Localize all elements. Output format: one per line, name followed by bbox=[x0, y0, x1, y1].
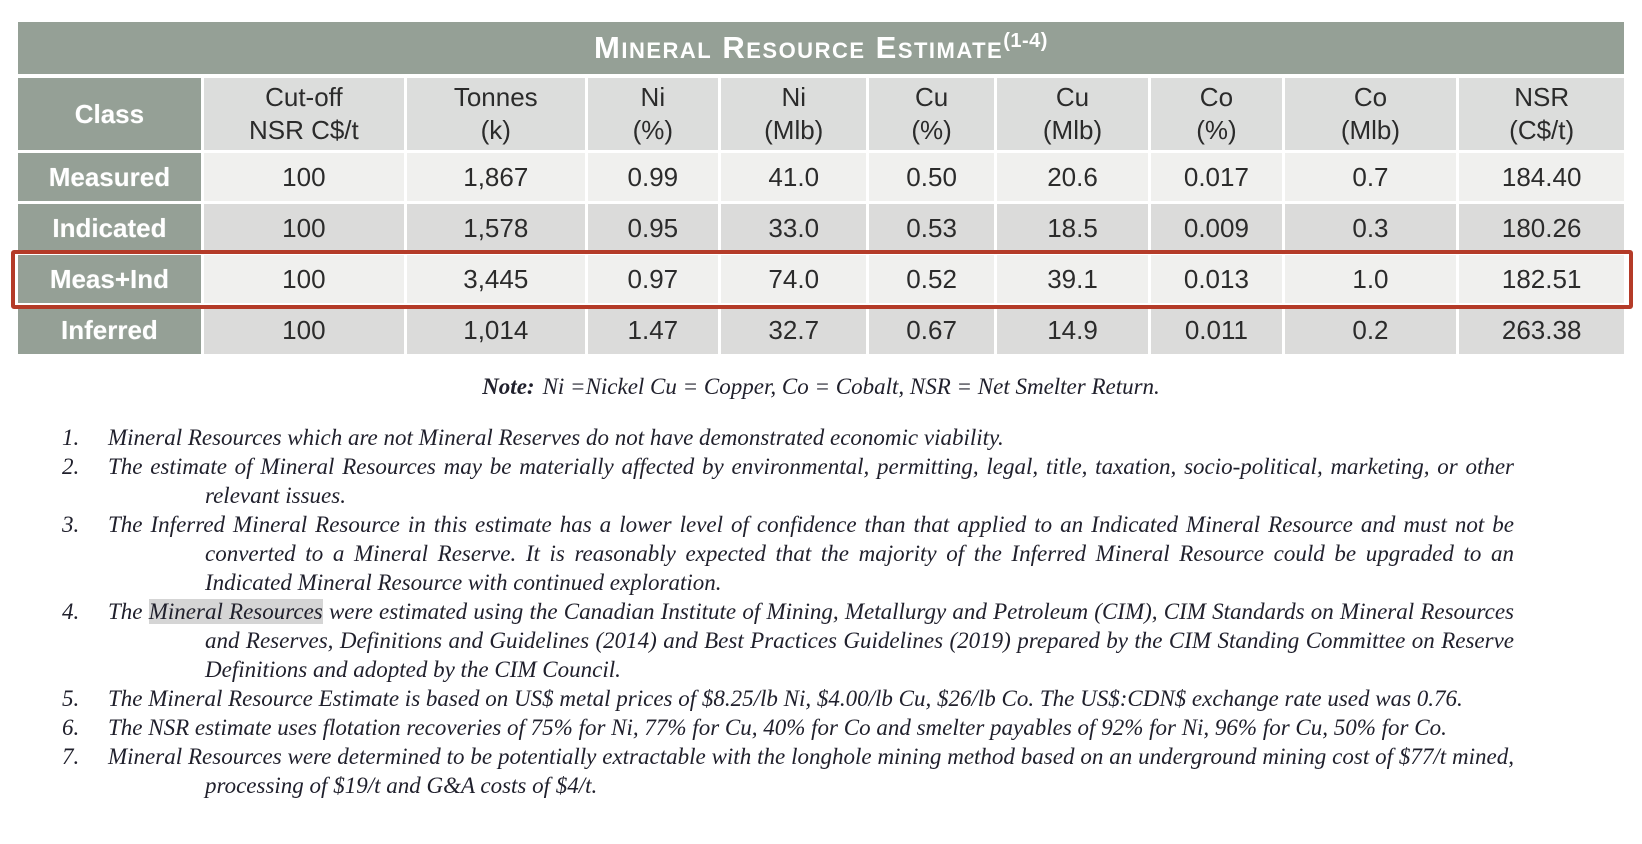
cell-meas-ind-co-pct: 0.013 bbox=[1151, 255, 1281, 303]
column-header-nsr: NSR (C$/t) bbox=[1459, 78, 1624, 150]
cell-measured-ni-mlb: 41.0 bbox=[721, 153, 866, 201]
cell-indicated-nsr: 180.26 bbox=[1459, 204, 1624, 252]
cell-inferred-ni-mlb: 32.7 bbox=[721, 306, 866, 354]
footnote-number: 2. bbox=[62, 454, 80, 479]
table-title-superscript: (1-4) bbox=[1003, 30, 1048, 52]
footnote-text: Mineral Resources were determined to be potentially extractable with the longhole mining method based on an underground mining cost of $77/t mined, processing of $19/t and G&A costs of $4/t. bbox=[108, 744, 1514, 798]
table-header-row bbox=[18, 78, 1624, 150]
cell-inferred-ni-pct: 1.47 bbox=[588, 306, 718, 354]
row-label-measured: Measured bbox=[18, 153, 201, 201]
footnote-text: The Mineral Resource Estimate is based on US$ metal prices of $8.25/lb Ni, $4.00/lb Cu, $26/lb Co. The US$:CDN$ exchange rate used was 0.76. bbox=[108, 686, 1463, 711]
cell-inferred-cu-mlb: 14.9 bbox=[997, 306, 1149, 354]
cell-indicated-ni-mlb: 33.0 bbox=[721, 204, 866, 252]
note-label: Note: bbox=[482, 374, 535, 399]
column-header-co-mlb: Co (Mlb) bbox=[1285, 78, 1457, 150]
footnote-text: The Inferred Mineral Resource in this estimate has a lower level of confidence than that applied to an Indicated Mineral Resource and must not be converted to a Mineral Reserve. It is reasonably expected that the majority of the Inferred Mineral Resource could be upgraded to an Indicated Mineral Resource with continued exploration. bbox=[108, 512, 1514, 595]
column-header-cutoff: Cut-off NSR C$/t bbox=[204, 78, 404, 150]
cell-measured-cutoff: 100 bbox=[204, 153, 404, 201]
cell-measured-co-mlb: 0.7 bbox=[1285, 153, 1457, 201]
footnote-2 bbox=[62, 452, 1514, 510]
footnote-number: 6. bbox=[62, 715, 80, 740]
table-row-meas-ind bbox=[18, 255, 1624, 303]
cell-meas-ind-nsr: 182.51 bbox=[1459, 255, 1624, 303]
cell-meas-ind-cu-pct: 0.52 bbox=[869, 255, 993, 303]
column-header-ni-mlb: Ni (Mlb) bbox=[721, 78, 866, 150]
cell-inferred-tonnes: 1,014 bbox=[407, 306, 585, 354]
footnote-number: 1. bbox=[62, 425, 80, 450]
cell-measured-tonnes: 1,867 bbox=[407, 153, 585, 201]
column-header-cu-pct: Cu (%) bbox=[869, 78, 993, 150]
cell-indicated-tonnes: 1,578 bbox=[407, 204, 585, 252]
cell-measured-nsr: 184.40 bbox=[1459, 153, 1624, 201]
footnote-3 bbox=[62, 510, 1514, 597]
cell-indicated-co-mlb: 0.3 bbox=[1285, 204, 1457, 252]
cell-indicated-cu-mlb: 18.5 bbox=[997, 204, 1149, 252]
footnote-number: 4. bbox=[62, 599, 80, 624]
cell-inferred-nsr: 263.38 bbox=[1459, 306, 1624, 354]
note-line bbox=[0, 374, 1642, 400]
footnote-text-highlighted: Mineral Resources bbox=[148, 599, 323, 624]
cell-inferred-co-mlb: 0.2 bbox=[1285, 306, 1457, 354]
cell-meas-ind-ni-mlb: 74.0 bbox=[721, 255, 866, 303]
footnote-text: The NSR estimate uses flotation recoveries of 75% for Ni, 77% for Cu, 40% for Co and smelter payables of 92% for Ni, 96% for Cu, 50% for Co. bbox=[108, 715, 1447, 740]
cell-measured-co-pct: 0.017 bbox=[1151, 153, 1281, 201]
row-label-meas-ind: Meas+Ind bbox=[18, 255, 201, 303]
footnote-text: Mineral Resources which are not Mineral Reserves do not have demonstrated economic viability. bbox=[108, 425, 1004, 450]
cell-measured-cu-pct: 0.50 bbox=[869, 153, 993, 201]
footnote-text: The estimate of Mineral Resources may be materially affected by environmental, permitting, legal, title, taxation, socio-political, marketing, or other relevant issues. bbox=[108, 454, 1514, 508]
column-header-label: Class bbox=[74, 98, 145, 129]
column-header-cu-mlb: Cu (Mlb) bbox=[997, 78, 1149, 150]
footnote-1 bbox=[62, 423, 1514, 452]
cell-meas-ind-cu-mlb: 39.1 bbox=[997, 255, 1149, 303]
footnote-number: 5. bbox=[62, 686, 80, 711]
table-title-bar bbox=[18, 22, 1624, 74]
cell-measured-ni-pct: 0.99 bbox=[588, 153, 718, 201]
mineral-resource-table bbox=[18, 22, 1624, 354]
footnote-number: 3. bbox=[62, 512, 80, 537]
row-label-inferred: Inferred bbox=[18, 306, 201, 354]
cell-meas-ind-cutoff: 100 bbox=[204, 255, 404, 303]
column-header-ni-pct: Ni (%) bbox=[588, 78, 718, 150]
row-label-indicated: Indicated bbox=[18, 204, 201, 252]
table-row-indicated bbox=[18, 204, 1624, 252]
table-row-inferred bbox=[18, 306, 1624, 354]
cell-indicated-ni-pct: 0.95 bbox=[588, 204, 718, 252]
note-text: Ni =Nickel Cu = Copper, Co = Cobalt, NSR = Net Smelter Return. bbox=[542, 374, 1160, 399]
column-header-class bbox=[18, 78, 201, 150]
cell-meas-ind-ni-pct: 0.97 bbox=[588, 255, 718, 303]
column-header-co-pct: Co (%) bbox=[1151, 78, 1281, 150]
table-title: Mineral Resource Estimate bbox=[594, 30, 1004, 65]
cell-inferred-cu-pct: 0.67 bbox=[869, 306, 993, 354]
footnote-5 bbox=[62, 684, 1514, 713]
footnote-number: 7. bbox=[62, 744, 80, 769]
cell-meas-ind-tonnes: 3,445 bbox=[407, 255, 585, 303]
footnotes bbox=[62, 423, 1514, 800]
cell-indicated-cu-pct: 0.53 bbox=[869, 204, 993, 252]
cell-inferred-co-pct: 0.011 bbox=[1151, 306, 1281, 354]
cell-indicated-co-pct: 0.009 bbox=[1151, 204, 1281, 252]
column-header-tonnes: Tonnes (k) bbox=[407, 78, 585, 150]
footnote-7 bbox=[62, 742, 1514, 800]
cell-indicated-cutoff: 100 bbox=[204, 204, 404, 252]
cell-meas-ind-co-mlb: 1.0 bbox=[1285, 255, 1457, 303]
cell-measured-cu-mlb: 20.6 bbox=[997, 153, 1149, 201]
footnote-text-post: were estimated using the Canadian Institute of Mining, Metallurgy and Petroleum (CIM), CIM Standards on Mineral Resources and Reserves, Definitions and Guidelines (2014) and Best Practices Guidelines (2019) prepared by the CIM Standing Committee on Reserve Definitions and adopted by the CIM Council. bbox=[205, 599, 1515, 682]
table-row-measured bbox=[18, 153, 1624, 201]
cell-inferred-cutoff: 100 bbox=[204, 306, 404, 354]
footnote-4 bbox=[62, 597, 1514, 684]
footnote-6 bbox=[62, 713, 1514, 742]
footnote-text-pre: The bbox=[108, 599, 149, 624]
